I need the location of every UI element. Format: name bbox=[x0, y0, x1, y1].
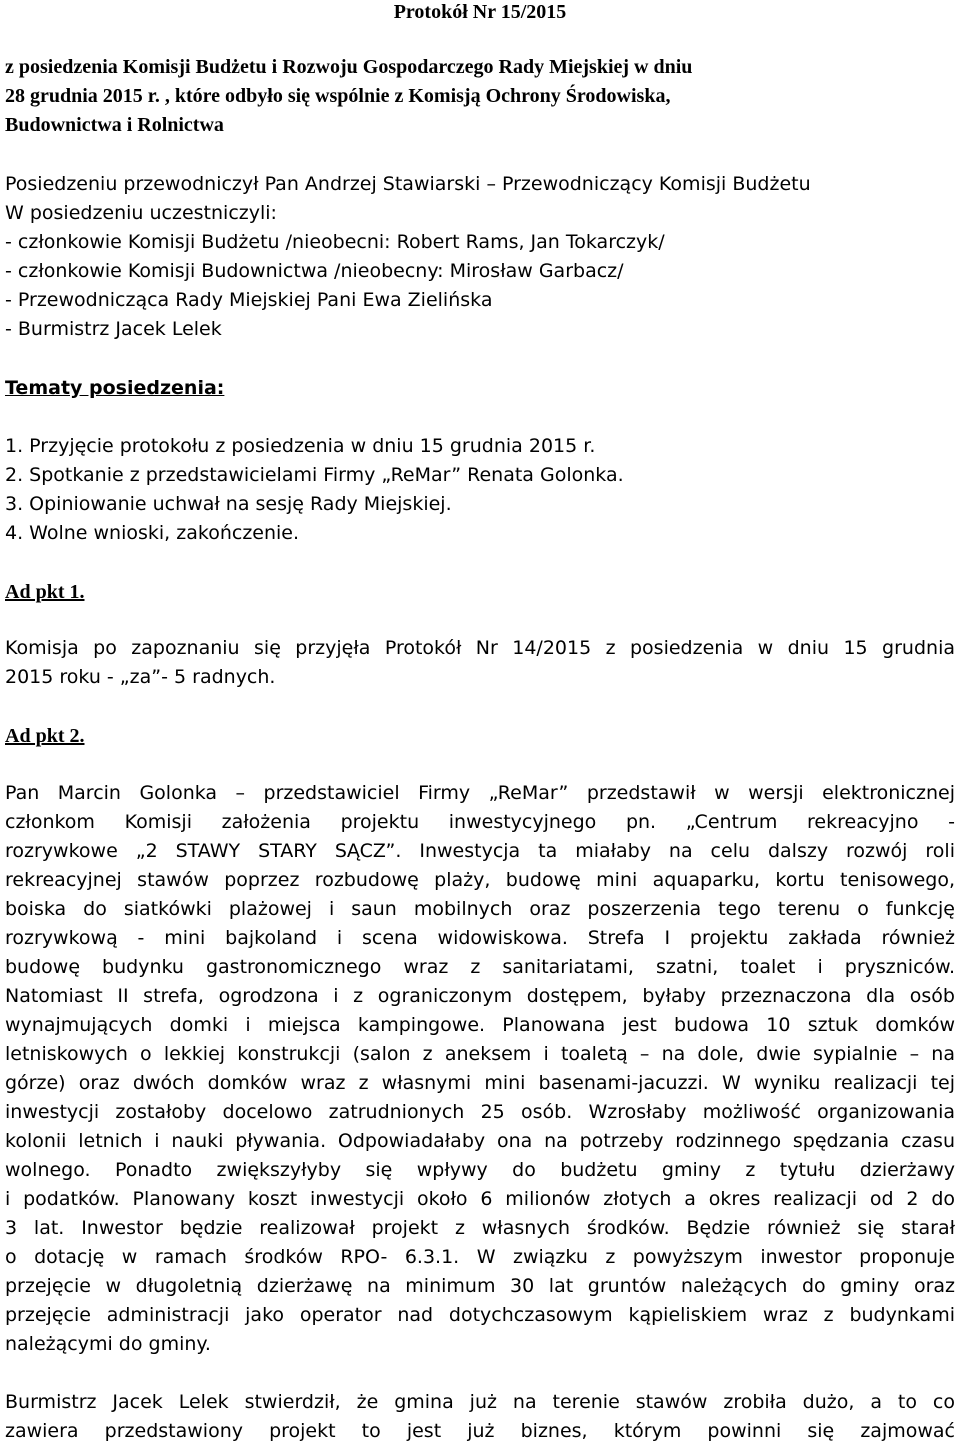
topic-item: 2. Spotkanie z przedstawicielami Firmy „ReMar” Renata Golonka. bbox=[5, 464, 624, 486]
paragraph-line: wynajmujących domki i miejsca kampingowe. Planowana jest budowa 10 sztuk domków bbox=[5, 1014, 955, 1036]
pkt2-heading: Ad pkt 2. bbox=[5, 725, 85, 747]
paragraph-line: 3 lat. Inwestor będzie realizował projekt z własnych środków. Będzie również się starał bbox=[5, 1217, 955, 1239]
paragraph-line: Natomiast II strefa, ogrodzona i z ograniczonym dostępem, byłaby przeznaczona dla osób bbox=[5, 985, 955, 1007]
paragraph-line: inwestycji zostałoby docelowo zatrudnionych 25 osób. Wzrosłaby możliwość organizowania bbox=[5, 1101, 955, 1123]
paragraph-line: wolnego. Ponadto zwiększyłyby się wpływy do budżetu gminy z tytułu dzierżawy bbox=[5, 1159, 955, 1181]
intro-line: Budownictwa i Rolnictwa bbox=[5, 114, 224, 136]
pkt2-paragraph bbox=[5, 779, 955, 1359]
topics-list bbox=[5, 432, 955, 548]
attendee-line: - członkowie Komisji Budżetu /nieobecni: Robert Rams, Jan Tokarczyk/ bbox=[5, 231, 665, 253]
paragraph-line: i podatków. Planowany koszt inwestycji około 6 milionów złotych a okres realizacji od 2 do bbox=[5, 1188, 955, 1210]
intro-line: 28 grudnia 2015 r. , które odbyło się wspólnie z Komisją Ochrony Środowiska, bbox=[5, 85, 671, 107]
paragraph-line: członkom Komisji założenia projektu inwestycyjnego pn. „Centrum rekreacyjno - bbox=[5, 811, 955, 833]
pkt1-paragraph bbox=[5, 634, 955, 692]
topics-heading: Tematy posiedzenia: bbox=[5, 377, 225, 399]
paragraph-line: rekreacyjnej stawów poprzez rozbudowę plaży, budowę mini aquaparku, kortu tenisowego, bbox=[5, 869, 955, 891]
paragraph-line: letniskowych o lekkiej konstrukcji (salon z aneksem i toaletą – na dole, dwie sypialnie – na bbox=[5, 1043, 955, 1065]
paragraph-line: rozrywkową - mini bajkoland i scena widowiskowa. Strefa I projektu zakłada również bbox=[5, 927, 955, 949]
paragraph-line: o dotację w ramach środków RPO- 6.3.1. W związku z powyższym inwestor proponuje bbox=[5, 1246, 955, 1268]
attendee-line: - Przewodnicząca Rady Miejskiej Pani Ewa Zielińska bbox=[5, 289, 493, 311]
intro-block bbox=[5, 53, 955, 140]
paragraph-line: kolonii letnich i nauki pływania. Odpowiadałaby ona na potrzeby rodzinnego spędzania czasu bbox=[5, 1130, 955, 1152]
paragraph-line: boiska do siatkówki plażowej i saun mobilnych oraz poszerzenia tego terenu o funkcję bbox=[5, 898, 955, 920]
paragraph-line: zawiera przedstawiony projekt to jest już biznes, którym powinni się zajmować bbox=[5, 1420, 955, 1442]
paragraph-line: budowę budynku gastronomicznego wraz z sanitariatami, szatni, toalet i pryszniców. bbox=[5, 956, 955, 978]
intro-line: z posiedzenia Komisji Budżetu i Rozwoju Gospodarczego Rady Miejskiej w dniu bbox=[5, 56, 693, 78]
topic-item: 1. Przyjęcie protokołu z posiedzenia w dniu 15 grudnia 2015 r. bbox=[5, 435, 596, 457]
paragraph-line: rozrywkowe „2 STAWY STARY SĄCZ”. Inwestycja ta miałaby na celu dalszy rozwój roli bbox=[5, 840, 955, 862]
paragraph-line: przejęcie administracji jako operator nad dotychczasowym kąpieliskiem wraz z budynkami bbox=[5, 1304, 955, 1326]
paragraph-line: przejęcie w długoletnią dzierżawę na minimum 30 lat gruntów należących do gminy oraz bbox=[5, 1275, 955, 1297]
attendees-heading: W posiedzeniu uczestniczyli: bbox=[5, 202, 277, 224]
attendance-block bbox=[5, 170, 955, 344]
paragraph-line: górze) oraz dwóch domków wraz z własnymi mini basenami-jacuzzi. W wyniku realizacji tej bbox=[5, 1072, 955, 1094]
topic-item: 3. Opiniowanie uchwał na sesję Rady Miejskiej. bbox=[5, 493, 452, 515]
last-paragraph bbox=[5, 1388, 955, 1446]
paragraph-line: należącymi do gminy. bbox=[5, 1333, 211, 1355]
paragraph-line: Pan Marcin Golonka – przedstawiciel Firmy „ReMar” przedstawił w wersji elektronicznej bbox=[5, 782, 955, 804]
document-title: Protokół Nr 15/2015 bbox=[393, 1, 567, 23]
attendee-line: - Burmistrz Jacek Lelek bbox=[5, 318, 222, 340]
pkt1-heading: Ad pkt 1. bbox=[5, 581, 85, 603]
paragraph-line: 2015 roku - „za”- 5 radnych. bbox=[5, 666, 276, 688]
chair-line: Posiedzeniu przewodniczył Pan Andrzej Stawiarski – Przewodniczący Komisji Budżetu bbox=[5, 173, 811, 195]
paragraph-line: Komisja po zapoznaniu się przyjęła Protokół Nr 14/2015 z posiedzenia w dniu 15 grudnia bbox=[5, 637, 955, 659]
paragraph-line: Burmistrz Jacek Lelek stwierdził, że gmina już na terenie stawów zrobiła dużo, a to co bbox=[5, 1391, 955, 1413]
topic-item: 4. Wolne wnioski, zakończenie. bbox=[5, 522, 300, 544]
attendee-line: - członkowie Komisji Budownictwa /nieobecny: Mirosław Garbacz/ bbox=[5, 260, 624, 282]
